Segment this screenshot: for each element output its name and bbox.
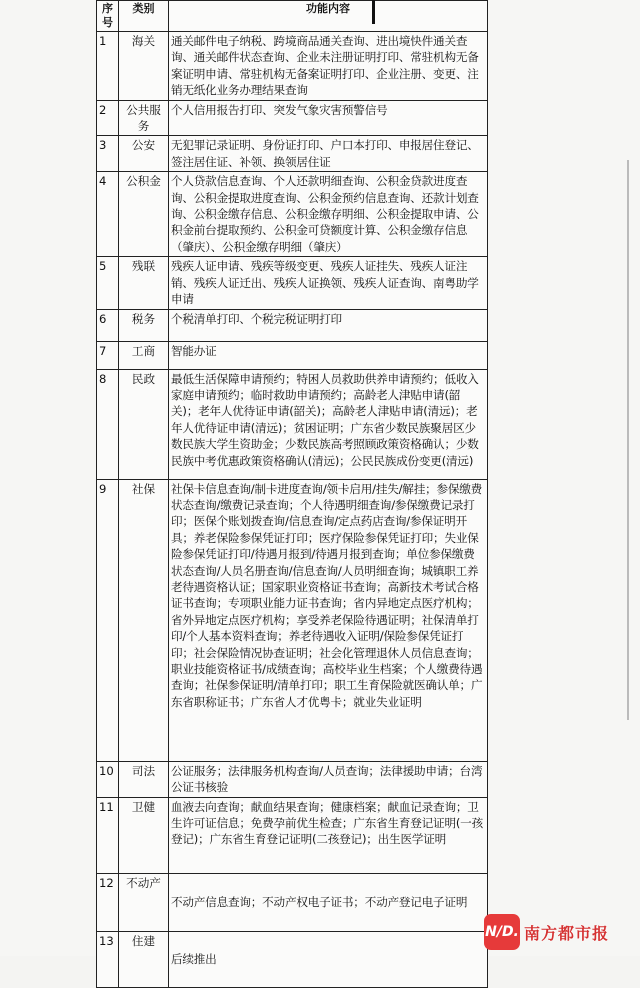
- table-row: [97, 136, 488, 172]
- table-row: [97, 172, 488, 257]
- row-content: 个人贷款信息查询、个人还款明细查询、公积金贷款进度查询、公积金提取进度查询、公积金预约信息查询、还款计划查询、公积金缴存信息、公积金缴存明细、公积金提取申请、公积金前台提取预约、公积金可贷额度计算、公积金缴存信息（肇庆）、公积金缴存明细（肇庆）: [169, 172, 488, 257]
- logo-text: N/D.: [485, 924, 519, 940]
- row-category: 公积金: [119, 172, 169, 257]
- row-number: 7: [97, 341, 119, 369]
- table-row: [97, 369, 488, 479]
- service-table: [96, 0, 488, 988]
- table-row: [97, 873, 488, 931]
- header-content: 功能内容: [169, 1, 488, 32]
- row-number: 9: [97, 479, 119, 761]
- row-number: 2: [97, 100, 119, 136]
- row-category: 公共服务: [119, 100, 169, 136]
- row-content: 通关邮件电子纳税、跨境商品通关查询、进出境快件通关查询、通关邮件状态查询、企业未注册证明打印、常驻机构无备案证明申请、常驻机构无备案证明打印、企业注册、变更、注销无纸化业务办理结果查询: [169, 32, 488, 101]
- row-content: 社保卡信息查询/制卡进度查询/领卡启用/挂失/解挂；参保缴费状态查询/缴费记录查询；个人待遇明细查询/参保缴费记录打印；医保个账划拨查询/信息查询/定点药店查询/参保证明开具；养老保险参保凭证打印；医疗保险参保凭证打印；失业保险参保凭证打印/待遇月报到/待遇月报到查询；单位参保缴费状态查询/人员名册查询/信息查询/人员明细查询；城镇职工养老待遇资格认证；国家职业资格证书查询；高新技术考试合格证书查询；专项职业能力证书查询；省内异地定点医疗机构；省外异地定点医疗机构；享受养老保险待遇证明；社保清单打印/个人基本资料查询；养老待遇收入证明/保险参保凭证打印；社会保险情况协查证明；社会化管理退休人员信息查询；职业技能资格证书/成绩查询；高校毕业生档案；个人缴费待遇查询；社保参保证明/清单打印；职工生育保险就医确认单；广东省职称证书；广东省人才优粤卡；就业失业证明: [169, 479, 488, 761]
- row-category: 卫健: [119, 797, 169, 873]
- row-number: 13: [97, 931, 119, 987]
- table-row: [97, 341, 488, 369]
- row-number: 10: [97, 761, 119, 797]
- table-header-row: [97, 1, 488, 32]
- table-row: [97, 797, 488, 873]
- newspaper-logo-icon: [484, 914, 520, 950]
- watermark-source: 南方都市报: [524, 924, 610, 943]
- row-content: 最低生活保障申请预约；特困人员救助供养申请预约；低收入家庭申请预约；临时救助申请预约；高龄老人津贴申请(韶关)；老年人优待证申请(韶关)；高龄老人津贴申请(清远)；老年人优待证申请(清远)；贫困证明；广东省少数民族聚居区少数民族大学生资助金；少数民族高考照顾政策资格确认；少数民族中考优惠政策资格确认(清远)；公民民族成份变更(清远): [169, 369, 488, 479]
- row-category: 工商: [119, 341, 169, 369]
- table-row: [97, 32, 488, 101]
- row-category: 公安: [119, 136, 169, 172]
- row-category: 民政: [119, 369, 169, 479]
- row-category: 税务: [119, 309, 169, 341]
- row-content: 后续推出: [169, 931, 488, 987]
- row-content: 血液去向查询；献血结果查询；健康档案；献血记录查询；卫生许可证信息；免费孕前优生检查；广东省生育登记证明(一孩登记)；广东省生育登记证明(二孩登记)；出生医学证明: [169, 797, 488, 873]
- row-category: 海关: [119, 32, 169, 101]
- header-category: 类别: [119, 1, 169, 32]
- row-content: 不动产信息查询；不动产权电子证书；不动产登记电子证明: [169, 873, 488, 931]
- page-edge-shadow: [627, 160, 629, 720]
- table-row: [97, 257, 488, 309]
- row-content: 残疾人证申请、残疾等级变更、残疾人证挂失、残疾人证注销、残疾人证迁出、残疾人证换领、残疾人证查询、南粤助学申请: [169, 257, 488, 309]
- row-number: 8: [97, 369, 119, 479]
- row-number: 6: [97, 309, 119, 341]
- row-category: 残联: [119, 257, 169, 309]
- row-category: 社保: [119, 479, 169, 761]
- table-row: [97, 309, 488, 341]
- row-number: 4: [97, 172, 119, 257]
- row-content: 个人信用报告打印、突发气象灾害预警信号: [169, 100, 488, 136]
- header-number: 序号: [97, 1, 119, 32]
- pen-mark: [372, 0, 375, 24]
- table-row: [97, 931, 488, 987]
- row-content: 个税清单打印、个税完税证明打印: [169, 309, 488, 341]
- row-number: 5: [97, 257, 119, 309]
- row-number: 1: [97, 32, 119, 101]
- table-row: [97, 100, 488, 136]
- row-content: 智能办证: [169, 341, 488, 369]
- row-content: 公证服务；法律服务机构查询/人员查询；法律援助申请；台湾公证书核验: [169, 761, 488, 797]
- row-category: 住建: [119, 931, 169, 987]
- row-content: 无犯罪记录证明、身份证打印、户口本打印、申报居住登记、签注居住证、补领、换领居住证: [169, 136, 488, 172]
- table-row: [97, 761, 488, 797]
- row-category: 不动产: [119, 873, 169, 931]
- row-number: 12: [97, 873, 119, 931]
- table-row: [97, 479, 488, 761]
- row-number: 3: [97, 136, 119, 172]
- row-category: 司法: [119, 761, 169, 797]
- row-number: 11: [97, 797, 119, 873]
